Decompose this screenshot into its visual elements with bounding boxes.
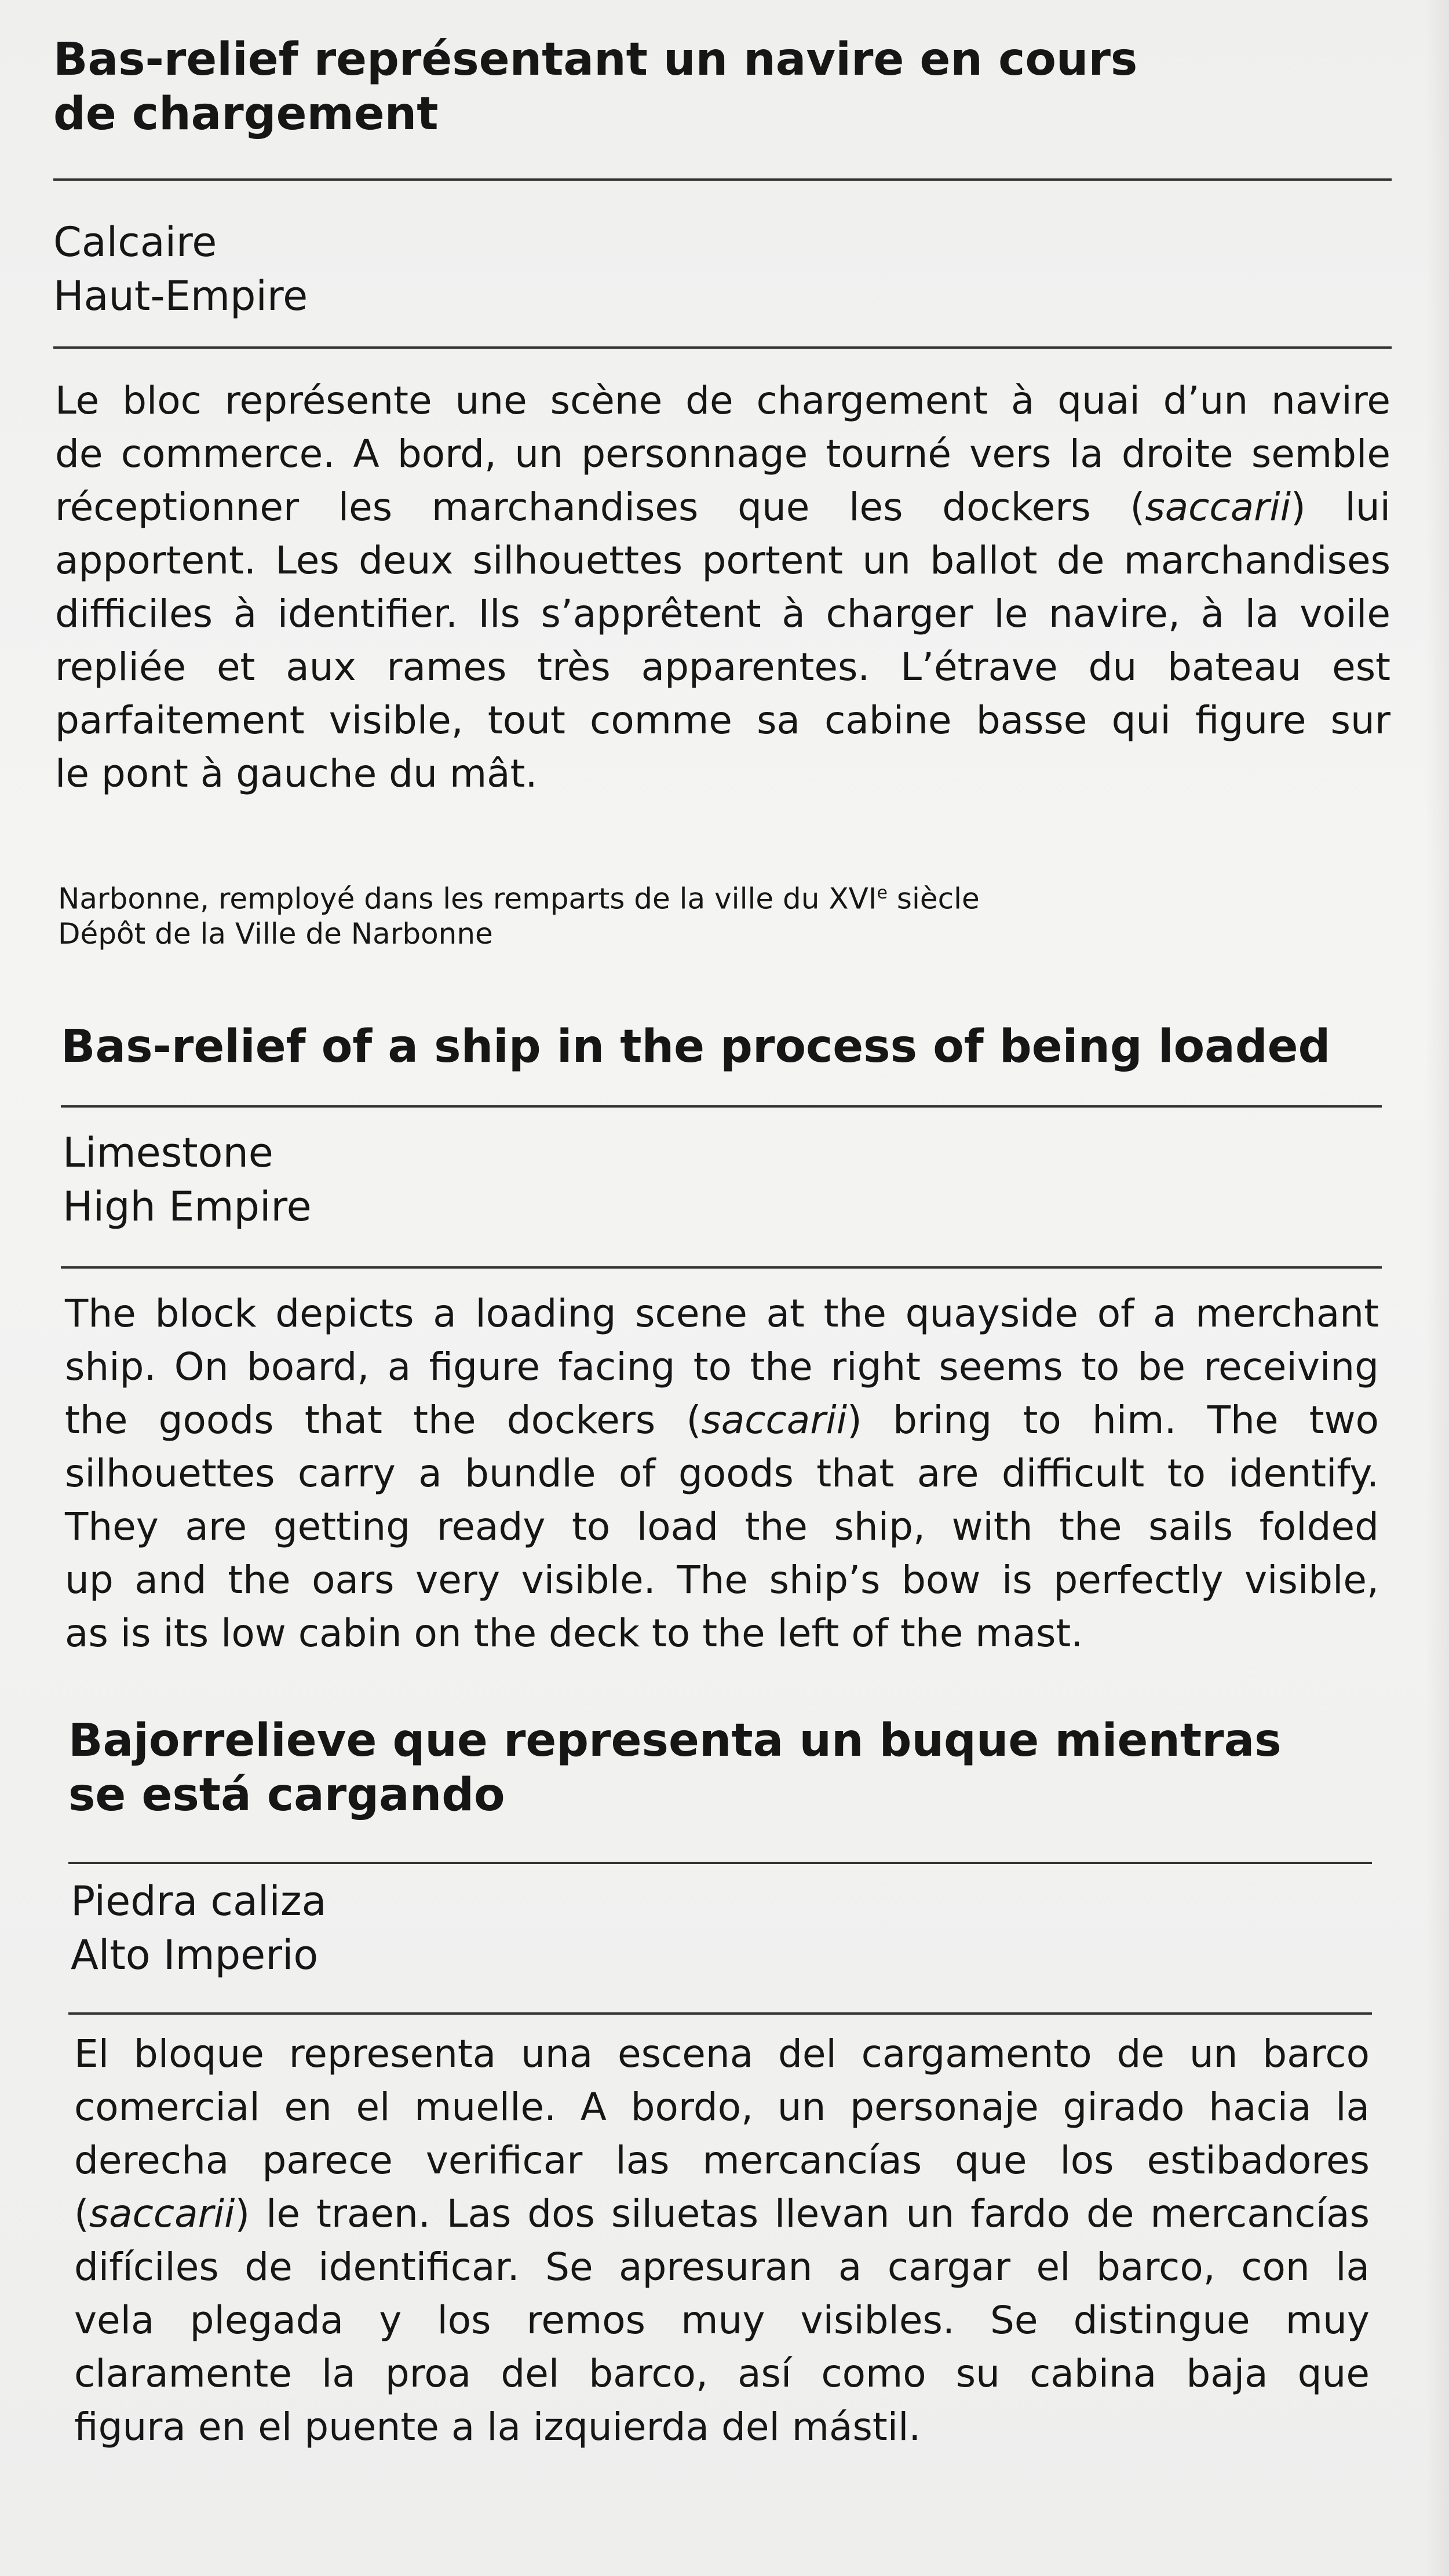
spanish-desc-line: El bloque representa una escena del cargamento de un barco xyxy=(74,2031,1370,2076)
spanish-desc-line: vela plegada y los remos muy visibles. Se distingue muy xyxy=(74,2298,1370,2343)
spanish-title-line-1: Bajorrelieve que representa un buque mientras xyxy=(68,1715,1282,1767)
english-title-divider xyxy=(61,1105,1382,1108)
spanish-description xyxy=(74,2027,1370,2454)
spanish-desc-line xyxy=(74,2187,1370,2241)
panel-edge-shadow xyxy=(1426,0,1449,2576)
english-desc-line: They are getting ready to load the ship, with the sails folded xyxy=(65,1504,1379,1549)
french-description xyxy=(55,374,1390,801)
french-desc-line: de commerce. A bord, un personnage tourné vers la droite semble xyxy=(55,432,1390,476)
french-desc-line xyxy=(55,481,1390,534)
english-material: Limestone xyxy=(63,1129,273,1176)
english-desc-line: up and the oars very visible. The ship’s bow is perfectly visible, xyxy=(65,1558,1379,1602)
spanish-desc-line: comercial en el muelle. A bordo, un personaje girado hacia la xyxy=(74,2085,1370,2129)
spanish-desc-line: derecha parece verificar las mercancías que los estibadores xyxy=(74,2138,1370,2183)
english-description xyxy=(65,1287,1379,1660)
deposit-text: Dépôt de la Ville de Narbonne xyxy=(58,916,493,951)
french-desc-line: parfaitement visible, tout comme sa cabine basse qui figure sur xyxy=(55,698,1390,743)
english-period: High Empire xyxy=(63,1183,312,1230)
spanish-desc-line-text: ( xyxy=(74,2191,89,2236)
spanish-desc-line: difíciles de identificar. Se apresuran a cargar el barco, con la xyxy=(74,2245,1370,2289)
english-desc-line: as is its low cabin on the deck to the left of the mast. xyxy=(65,1611,1083,1656)
spanish-desc-line: claramente la proa del barco, así como su cabina baja que xyxy=(74,2351,1370,2396)
french-desc-italic-term: saccarii xyxy=(1145,485,1291,529)
spanish-desc-italic-term: saccarii xyxy=(89,2191,235,2236)
french-desc-line: difficiles à identifier. Ils s’apprêtent à charger le navire, à la voile xyxy=(55,591,1390,636)
spanish-title xyxy=(68,1713,1282,1822)
spanish-title-divider xyxy=(68,1862,1372,1864)
french-period: Haut-Empire xyxy=(53,272,308,320)
english-meta-divider xyxy=(61,1266,1382,1269)
french-provenance xyxy=(58,876,980,951)
french-meta-divider xyxy=(53,346,1392,349)
french-meta xyxy=(53,215,308,323)
english-desc-line xyxy=(65,1394,1379,1447)
english-desc-line: The block depicts a loading scene at the quayside of a merchant xyxy=(65,1291,1379,1336)
french-title-divider xyxy=(53,178,1392,181)
french-title xyxy=(53,32,1137,141)
french-desc-line: le pont à gauche du mât. xyxy=(55,751,538,796)
spanish-desc-line: figura en el puente a la izquierda del mástil. xyxy=(74,2405,921,2449)
provenance-superscript: e xyxy=(877,883,888,903)
spanish-meta xyxy=(71,1875,326,1982)
french-desc-line: repliée et aux rames très apparentes. L’étrave du bateau est xyxy=(55,645,1390,689)
spanish-title-line-2: se está cargando xyxy=(68,1769,505,1821)
english-desc-italic-term: saccarii xyxy=(701,1398,848,1442)
french-title-line-1: Bas-relief représentant un navire en cours xyxy=(53,34,1138,86)
english-desc-line: silhouettes carry a bundle of goods that are difficult to identify. xyxy=(65,1451,1379,1496)
english-meta xyxy=(63,1126,312,1234)
french-material: Calcaire xyxy=(53,218,217,266)
spanish-meta-divider xyxy=(68,2012,1372,2015)
provenance-text: Narbonne, remployé dans les remparts de la ville du XVI xyxy=(58,882,877,916)
english-desc-line-end: ) bring to him. The two xyxy=(847,1398,1379,1442)
french-desc-line-end: ) lui xyxy=(1290,485,1390,529)
english-title: Bas-relief of a ship in the process of being loaded xyxy=(61,1021,1331,1073)
french-desc-line: Le bloc représente une scène de chargement à quai d’un navire xyxy=(55,378,1390,423)
provenance-text-end: siècle xyxy=(888,882,980,916)
french-desc-line-text: réceptionner les marchandises que les dockers ( xyxy=(55,485,1145,529)
english-desc-line: ship. On board, a figure facing to the right seems to be receiving xyxy=(65,1344,1379,1389)
spanish-desc-line-end: ) le traen. Las dos siluetas llevan un fardo de mercancías xyxy=(235,2191,1370,2236)
french-desc-line: apportent. Les deux silhouettes portent un ballot de marchandises xyxy=(55,538,1390,583)
french-title-line-2: de chargement xyxy=(53,88,439,140)
spanish-period: Alto Imperio xyxy=(71,1931,319,1979)
spanish-material: Piedra caliza xyxy=(71,1877,327,1925)
english-desc-line-text: the goods that the dockers ( xyxy=(65,1398,702,1442)
